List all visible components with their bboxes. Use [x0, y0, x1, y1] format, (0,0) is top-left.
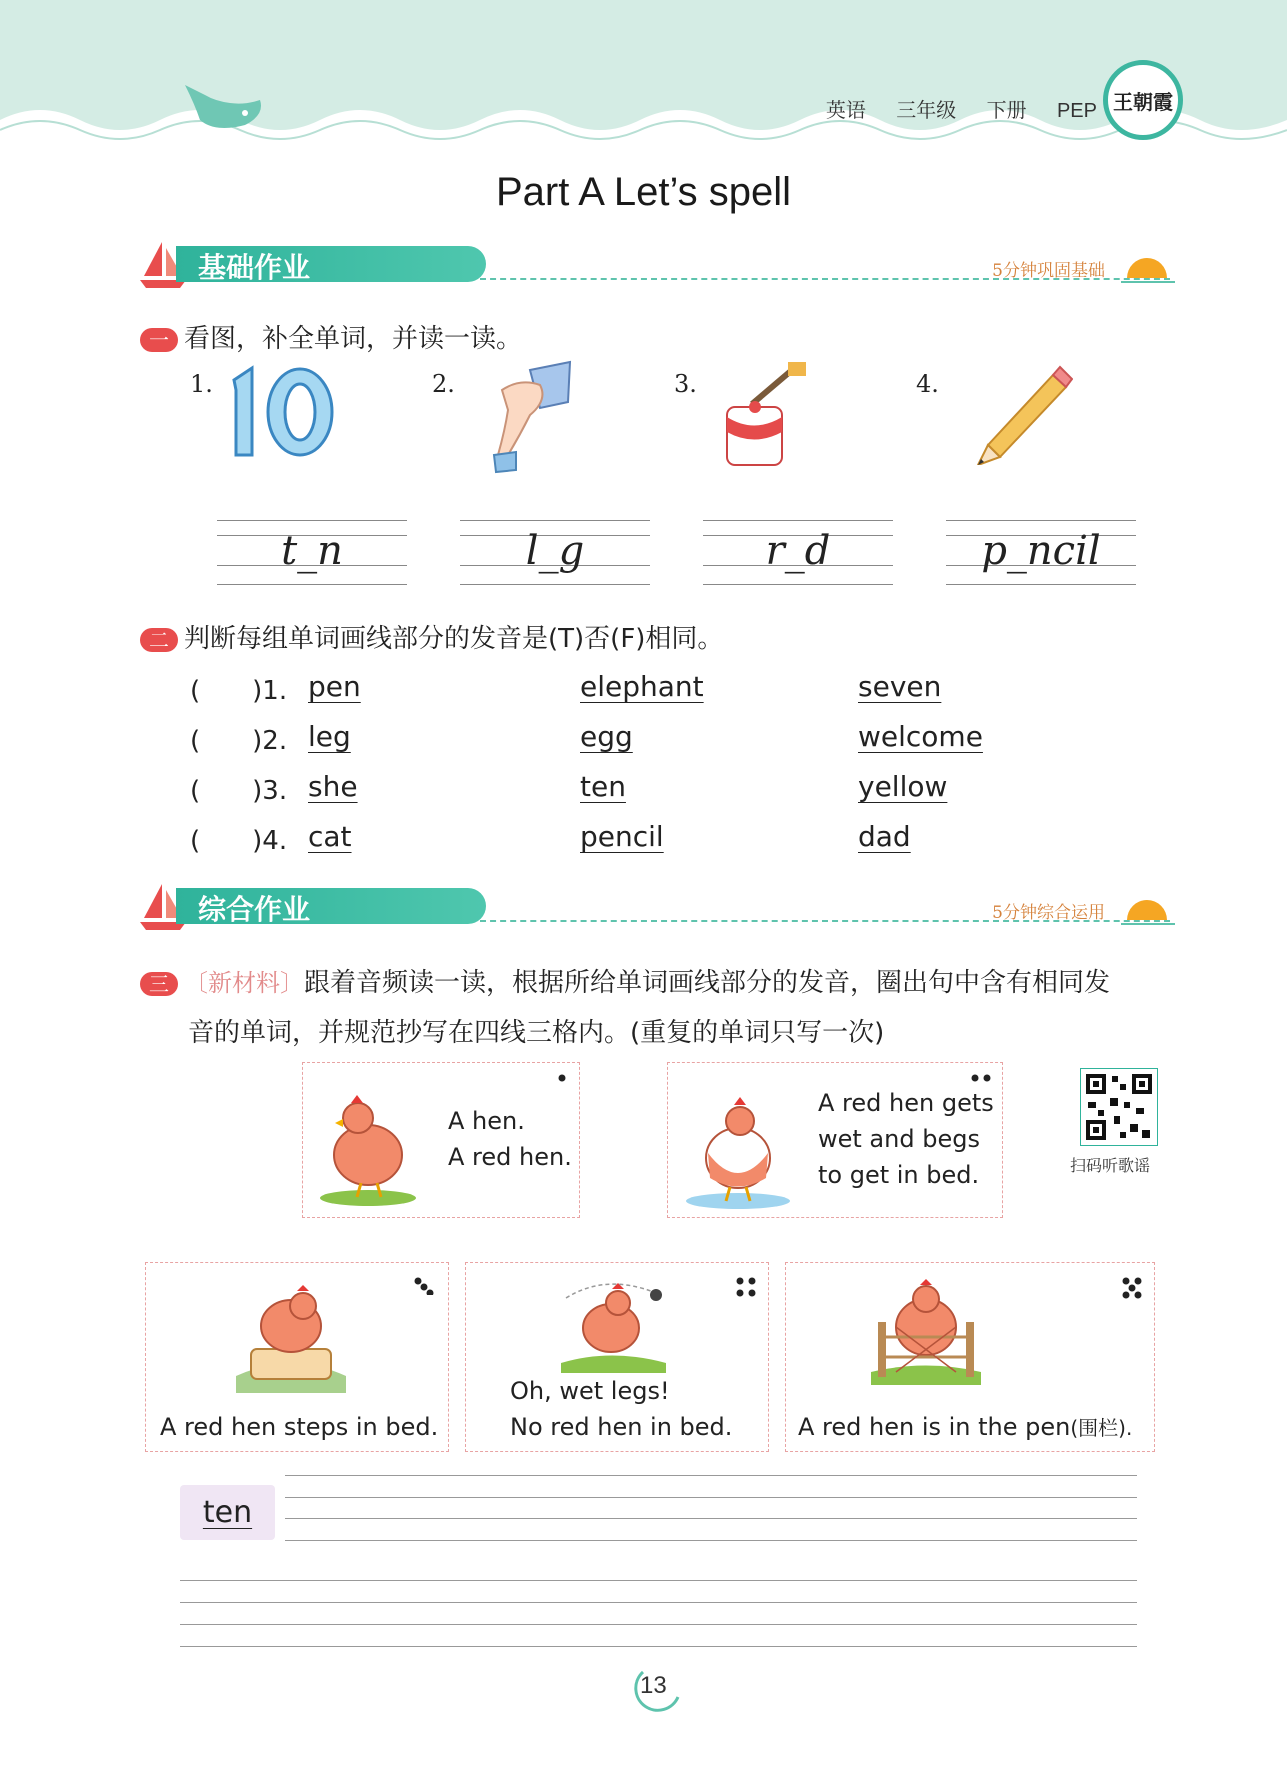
section-hint: 5分钟综合运用	[992, 903, 1105, 923]
sun-icon	[1121, 248, 1175, 288]
card-line: A red hen gets	[818, 1089, 994, 1117]
q1-word-pattern: r_d	[765, 528, 831, 574]
dice-dots-3	[414, 1277, 434, 1295]
volume-label: 下册	[986, 100, 1027, 122]
sun-icon	[1121, 890, 1175, 930]
q2-word: seven	[858, 670, 942, 703]
card-line: A red hen steps in bed.	[160, 1413, 439, 1441]
q2-word: yellow	[858, 770, 948, 803]
q2-word: pen	[308, 670, 361, 703]
q3-tag: 〔新材料〕	[184, 969, 304, 997]
writing-line	[285, 1518, 1137, 1519]
qr-label: 扫码听歌谣	[1070, 1156, 1151, 1175]
page-number: 13	[640, 1672, 667, 1699]
writing-line	[180, 1624, 1137, 1625]
q2-row-label: ( )2.	[190, 726, 288, 756]
card-line: A hen.	[448, 1107, 525, 1135]
story-card	[667, 1062, 1003, 1218]
q2-word: ten	[580, 770, 626, 803]
q1-word-pattern: l_g	[525, 528, 585, 574]
q3-instruction: 三 〔新材料〕跟着音频读一读，根据所给单词画线部分的发音，圈出句中含有相同发	[140, 962, 1180, 999]
q1-instruction: 一 看图，补全单词，并读一读。	[140, 318, 522, 355]
brand-logo: 王朝霞	[1103, 60, 1183, 140]
writing-line	[285, 1497, 1137, 1498]
writing-line	[180, 1580, 1137, 1581]
card-line: (围栏).	[1070, 1416, 1133, 1440]
section-basic	[140, 240, 1175, 290]
edition-label: PEP	[1056, 100, 1097, 122]
card-line: A red hen is in the pen	[798, 1413, 1071, 1441]
q2-word: elephant	[580, 670, 704, 703]
header-band	[0, 0, 1287, 150]
q1-item-number: 2.	[432, 370, 455, 398]
writing-grid	[946, 520, 1136, 588]
section-comprehensive	[140, 882, 1175, 932]
q1-word-pattern: p_ncil	[981, 528, 1101, 574]
writing-grid	[217, 520, 407, 588]
story-card	[145, 1262, 449, 1452]
running-hen-illustration	[556, 1273, 671, 1378]
q1-item-number: 1.	[190, 370, 213, 398]
hen-in-pen-illustration	[866, 1277, 986, 1392]
q2-word: leg	[308, 720, 351, 753]
whale-icon	[175, 75, 275, 135]
dice-dots-5	[1122, 1277, 1142, 1299]
wet-hen-illustration	[678, 1083, 798, 1213]
writing-grid	[703, 520, 893, 588]
writing-line	[285, 1475, 1137, 1476]
writing-line	[180, 1602, 1137, 1603]
example-word: ten	[202, 1495, 253, 1530]
q3-badge: 三	[140, 972, 178, 996]
q2-word: cat	[308, 820, 352, 853]
q2-row-label: ( )4.	[190, 826, 288, 856]
writing-line	[285, 1540, 1137, 1541]
dice-dots-1	[557, 1073, 567, 1083]
writing-grid	[460, 520, 650, 588]
q1-item-number: 3.	[674, 370, 697, 398]
q1-item-number: 4.	[916, 370, 939, 398]
example-word-box	[180, 1485, 275, 1540]
card-line: Oh, wet legs!	[510, 1377, 670, 1405]
section-label: 基础作业	[198, 251, 311, 284]
pencil-picture	[968, 365, 1073, 465]
q1-word-pattern: t_n	[281, 528, 343, 574]
q2-badge: 二	[140, 628, 178, 652]
section-hint: 5分钟巩固基础	[992, 261, 1105, 281]
card-line: A red hen.	[448, 1143, 572, 1171]
q1-badge: 一	[140, 328, 178, 352]
card-line: to get in bed.	[818, 1161, 980, 1189]
grade-label: 三年级	[896, 100, 957, 122]
dice-dots-2	[970, 1073, 992, 1083]
q2-word: welcome	[858, 720, 983, 753]
q2-word: egg	[580, 720, 633, 753]
story-card	[465, 1262, 769, 1452]
card-line: wet and begs	[818, 1125, 980, 1153]
leg-picture	[490, 360, 580, 475]
q2-word: dad	[858, 820, 911, 853]
story-card	[785, 1262, 1155, 1452]
hen-in-bed-illustration	[231, 1281, 351, 1396]
subject-label: 英语	[825, 100, 866, 122]
q2-word: she	[308, 770, 358, 803]
page-title: Part A Let’s spell	[496, 170, 791, 214]
header-meta	[802, 94, 1097, 123]
red-paint-picture	[722, 362, 812, 472]
qr-code[interactable]	[1080, 1068, 1158, 1146]
writing-line	[180, 1646, 1137, 1647]
q2-instruction: 二 判断每组单词画线部分的发音是(T)否(F)相同。	[140, 618, 723, 655]
hen-illustration	[313, 1083, 423, 1208]
card-line: No red hen in bed.	[510, 1413, 733, 1441]
story-card	[302, 1062, 580, 1218]
section-label: 综合作业	[198, 893, 311, 926]
q2-word: pencil	[580, 820, 664, 853]
dice-dots-4	[736, 1277, 756, 1297]
q2-row-label: ( )3.	[190, 776, 288, 806]
q2-row-label: ( )1.	[190, 676, 288, 706]
q3-instruction-line2: 音的单词，并规范抄写在四线三格内。(重复的单词只写一次)	[188, 1018, 885, 1048]
number-ten-picture	[222, 360, 342, 465]
